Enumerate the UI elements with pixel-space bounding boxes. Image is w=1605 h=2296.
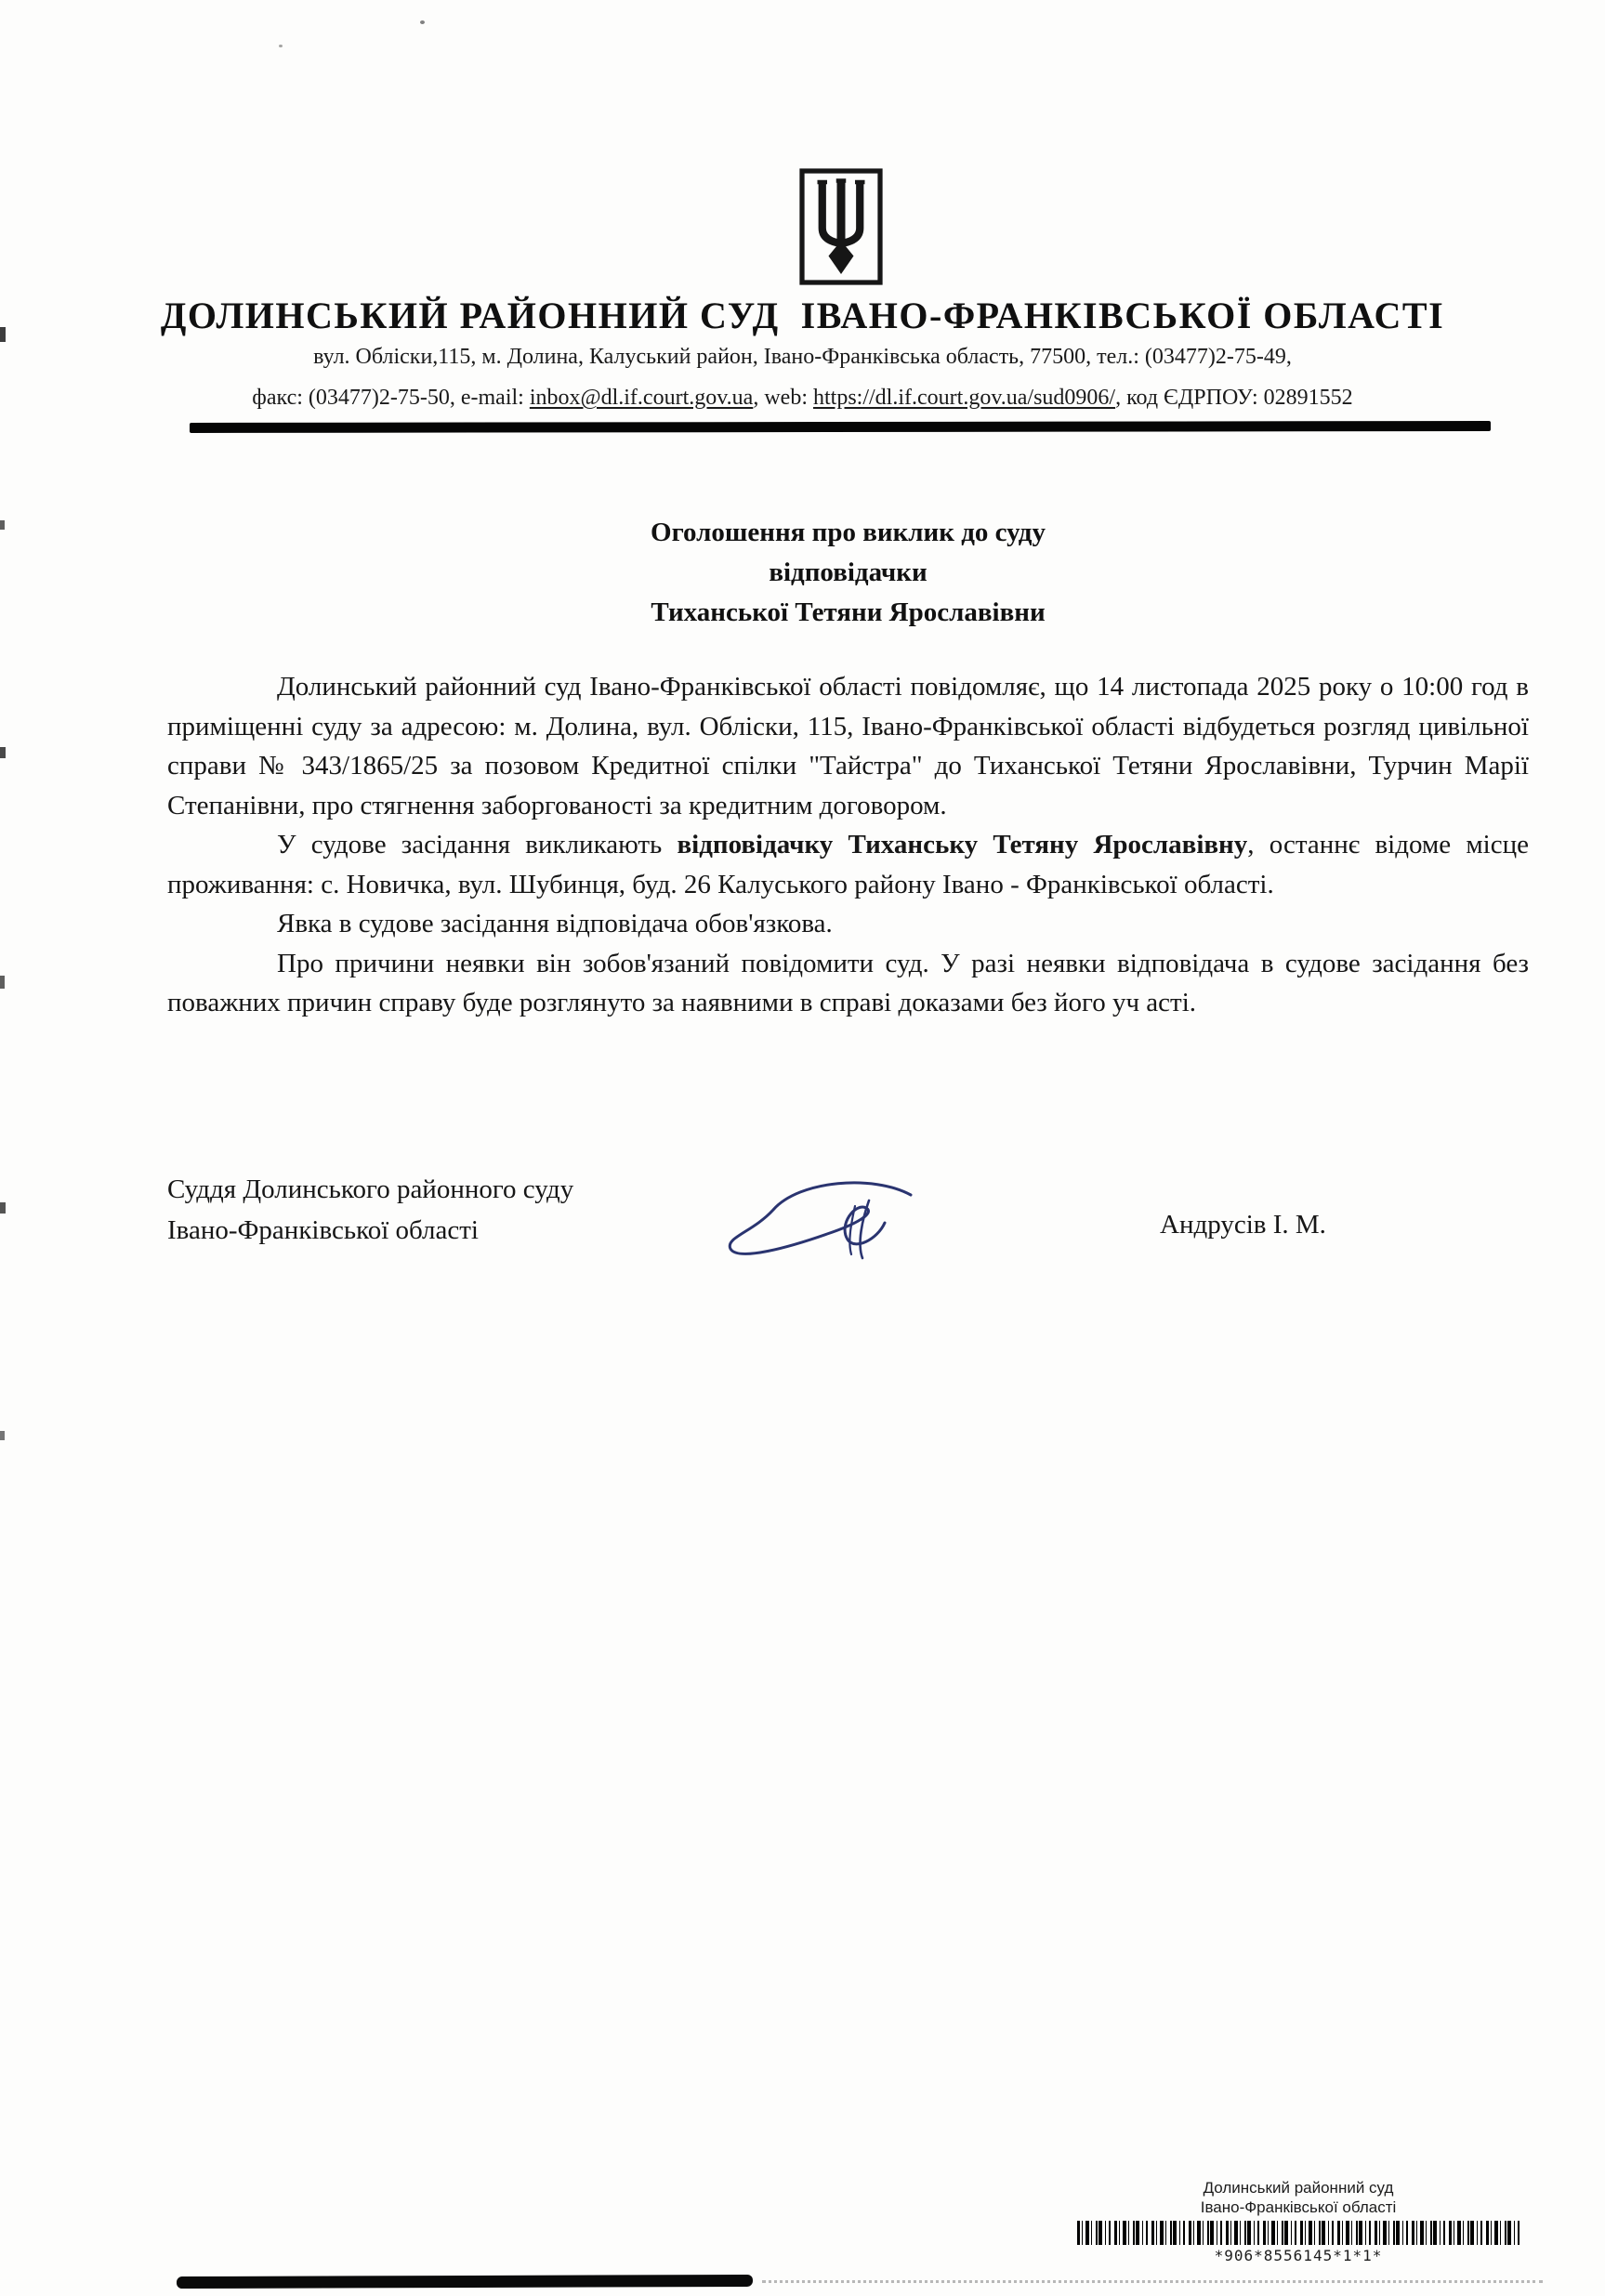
- web-link: https://dl.if.court.gov.ua/sud0906/: [813, 386, 1116, 410]
- barcode-text: *906*8556145*1*1*: [1214, 2247, 1383, 2264]
- title-line-3: Тиханської Тетяни Ярославівни: [651, 597, 1046, 627]
- scan-artifact: [0, 1431, 5, 1440]
- paragraph-summons: [167, 825, 1529, 904]
- barcode: [1077, 2221, 1519, 2245]
- judge-role-line-1: Суддя Долинського районного суду: [167, 1174, 574, 1204]
- scan-artifact: [420, 20, 425, 24]
- judge-name: Андрусів І. М.: [1160, 1210, 1326, 1240]
- footer-stamp: [1075, 2178, 1521, 2264]
- edrpou-code: , код ЄДРПОУ: 02891552: [1115, 386, 1353, 410]
- scan-artifact: [177, 2275, 753, 2289]
- scan-artifact: [0, 747, 6, 758]
- email-link: inbox@dl.if.court.gov.ua: [529, 386, 754, 410]
- summons-prefix: У судове засідання викликають: [277, 830, 678, 859]
- title-line-1: Оголошення про виклик до суду: [651, 518, 1046, 547]
- scan-artifact: [0, 1202, 6, 1214]
- paragraph-case-info: Долинський районний суд Івано-Франківської області повідомляє, що 14 листопада 2025 року о 10:00 год в приміщенні суду за адресою: м. Долина, вул. Обліски, 115, Івано-Франківської області відбудеться розгляд цивільної справи № 343/1865/25 за позовом Кредитної спілки "Тайстра" до Тиханської Тетяни Ярославівни, Турчин Марії Степанівни, про стягнення заборгованості за кредитним договором.: [167, 672, 1529, 820]
- paragraph-attendance: Явка в судове засідання відповідача обов'язкова.: [277, 909, 833, 938]
- court-address-line-2: [0, 386, 1605, 411]
- web-label: , web:: [753, 386, 813, 410]
- scan-artifact: [0, 976, 5, 989]
- judge-role-line-2: Івано-Франківської області: [167, 1215, 479, 1245]
- scan-artifact: [0, 520, 5, 530]
- footer-court-line-2: Івано-Франківської області: [1200, 2198, 1397, 2216]
- footer-court-line-1: Долинський районний суд: [1203, 2179, 1394, 2197]
- judge-role: [167, 1169, 573, 1251]
- signature-ink: [716, 1169, 939, 1273]
- coat-of-arms-icon: [799, 167, 883, 286]
- paragraph-warning: Про причини неявки він зобов'язаний повідомити суд. У разі неявки відповідача в судове засідання без поважних причин справу буде розглянуто за наявними в справі доказами без його уч асті.: [167, 948, 1529, 1017]
- title-line-2: відповідачки: [769, 558, 927, 587]
- fax-label: факс: (03477)2-75-50, e-mail:: [252, 386, 530, 410]
- summons-suffix: , останнє відоме місце проживання: с. Новичка, вул. Шубинця, буд. 26 Калуського району Івано - Франківської області.: [167, 830, 1530, 899]
- header-divider: [190, 421, 1491, 433]
- defendant-name: відповідачку Тиханську Тетяну Ярославівну: [677, 830, 1248, 859]
- document-body: [167, 667, 1529, 1023]
- scan-artifact: [0, 327, 6, 342]
- document-title: [167, 513, 1529, 633]
- scan-artifact: [279, 45, 283, 47]
- scan-artifact: [762, 2280, 1543, 2283]
- court-name: ДОЛИНСЬКИЙ РАЙОННИЙ СУД ІВАНО-ФРАНКІВСЬКОЇ ОБЛАСТІ: [160, 295, 1445, 336]
- court-address-line-1: вул. Обліски,115, м. Долина, Калуський район, Івано-Франківська область, 77500, тел.: (03477)2-75-49,: [313, 345, 1292, 369]
